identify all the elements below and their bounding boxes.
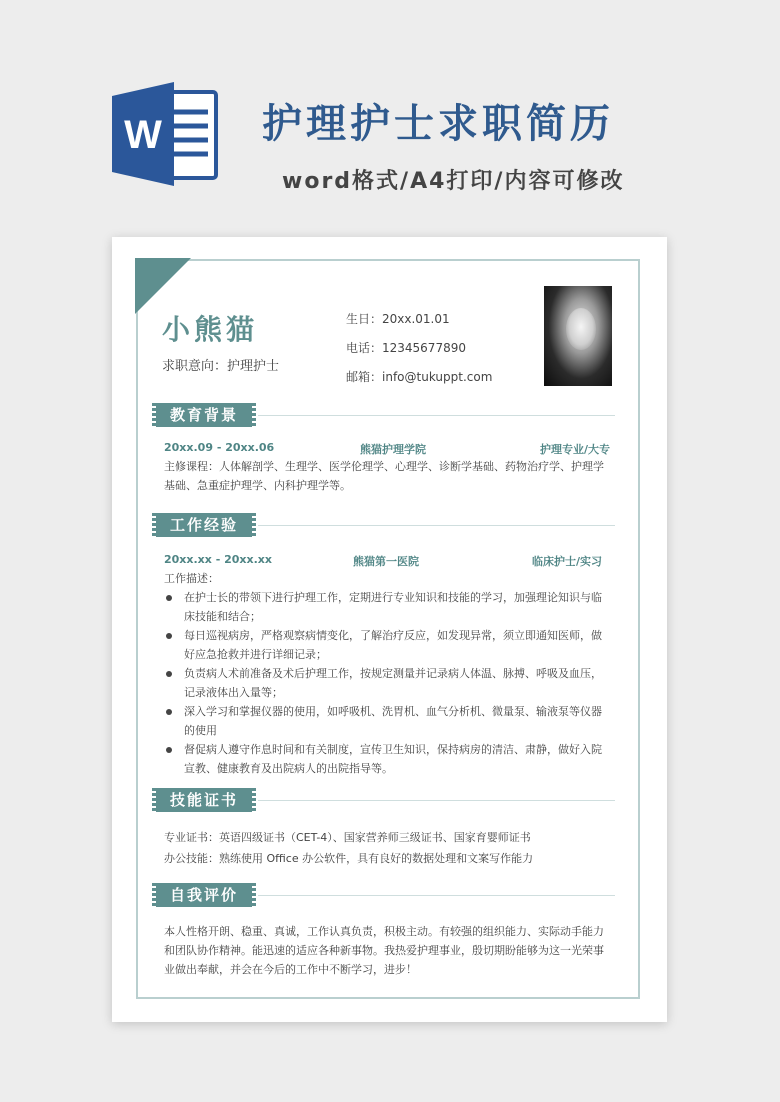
self-evaluation: 本人性格开朗、稳重、真诚，工作认真负责，积极主动。有较强的组织能力、实际动手能力和团队协作精神。能迅速的适应各种新事物。我热爱护理事业，殷切期盼能够为这一光荣事业做出奉献，并会在今后的工作中不断学习，进步！	[164, 925, 604, 976]
work-role: 临床护士/实习	[531, 555, 602, 568]
list-item: 负责病人术前准备及术后护理工作，按规定测量并记录病人体温、脉搏、呼吸及血压，记录液体出入量等；	[164, 664, 612, 702]
page-subtitle: word格式/A4打印/内容可修改	[282, 169, 625, 194]
email-info: 邮箱：info@tukuppt.com	[346, 370, 493, 384]
list-item: 每日巡视病房，严格观察病情变化，了解治疗反应，如发现异常，须立即通知医师，做好应急抢救并进行详细记录；	[164, 626, 612, 664]
education-heading: 教育背景	[156, 403, 252, 427]
education-school: 熊猫护理学院	[360, 443, 426, 456]
skills-office: 办公技能：熟练使用 Office 办公软件，具有良好的数据处理和文案写作能力	[164, 852, 534, 865]
education-date: 20xx.09 - 20xx.06	[164, 441, 275, 454]
profile-photo	[544, 286, 612, 386]
word-letter: W	[124, 113, 162, 157]
education-divider	[258, 415, 615, 416]
list-item: 深入学习和掌握仪器的使用，如呼吸机、洗胃机、血气分析机、微量泵、输液泵等仪器的使用	[164, 702, 612, 740]
work-divider	[258, 525, 615, 526]
skills-heading: 技能证书	[156, 788, 252, 812]
education-courses: 主修课程：人体解剖学、生理学、医学伦理学、心理学、诊断学基础、药物治疗学、护理学基础、急重症护理学、内科护理学等。	[164, 460, 604, 492]
work-date: 20xx.xx - 20xx.xx	[164, 553, 272, 566]
candidate-name: 小熊猫	[162, 313, 259, 346]
list-item: 在护士长的带领下进行护理工作，定期进行专业知识和技能的学习，加强理论知识与临床技能和结合；	[164, 588, 612, 626]
job-intent: 求职意向：护理护士	[162, 359, 280, 374]
work-desc-label: 工作描述：	[164, 572, 219, 585]
work-org: 熊猫第一医院	[353, 555, 419, 568]
page-title: 护理护士求职简历	[262, 101, 614, 147]
self-divider	[258, 895, 615, 896]
education-major: 护理专业/大专	[539, 443, 610, 456]
work-bullets	[164, 588, 612, 778]
skills-certs: 专业证书：英语四级证书（CET-4）、国家营养师三级证书、国家育婴师证书	[164, 831, 531, 844]
skills-block	[164, 827, 612, 869]
birth-info: 生日：20xx.01.01	[346, 312, 450, 326]
photo-face	[566, 308, 596, 350]
list-item: 督促病人遵守作息时间和有关制度，宣传卫生知识，保持病房的清洁、肃静，做好入院宣教、健康教育及出院病人的出院指导等。	[164, 740, 612, 778]
word-icon	[112, 82, 220, 186]
self-heading: 自我评价	[156, 883, 252, 907]
skills-divider	[258, 800, 615, 801]
work-heading: 工作经验	[156, 513, 252, 537]
phone-info: 电话：12345677890	[346, 341, 466, 355]
corner-decoration	[135, 258, 191, 314]
